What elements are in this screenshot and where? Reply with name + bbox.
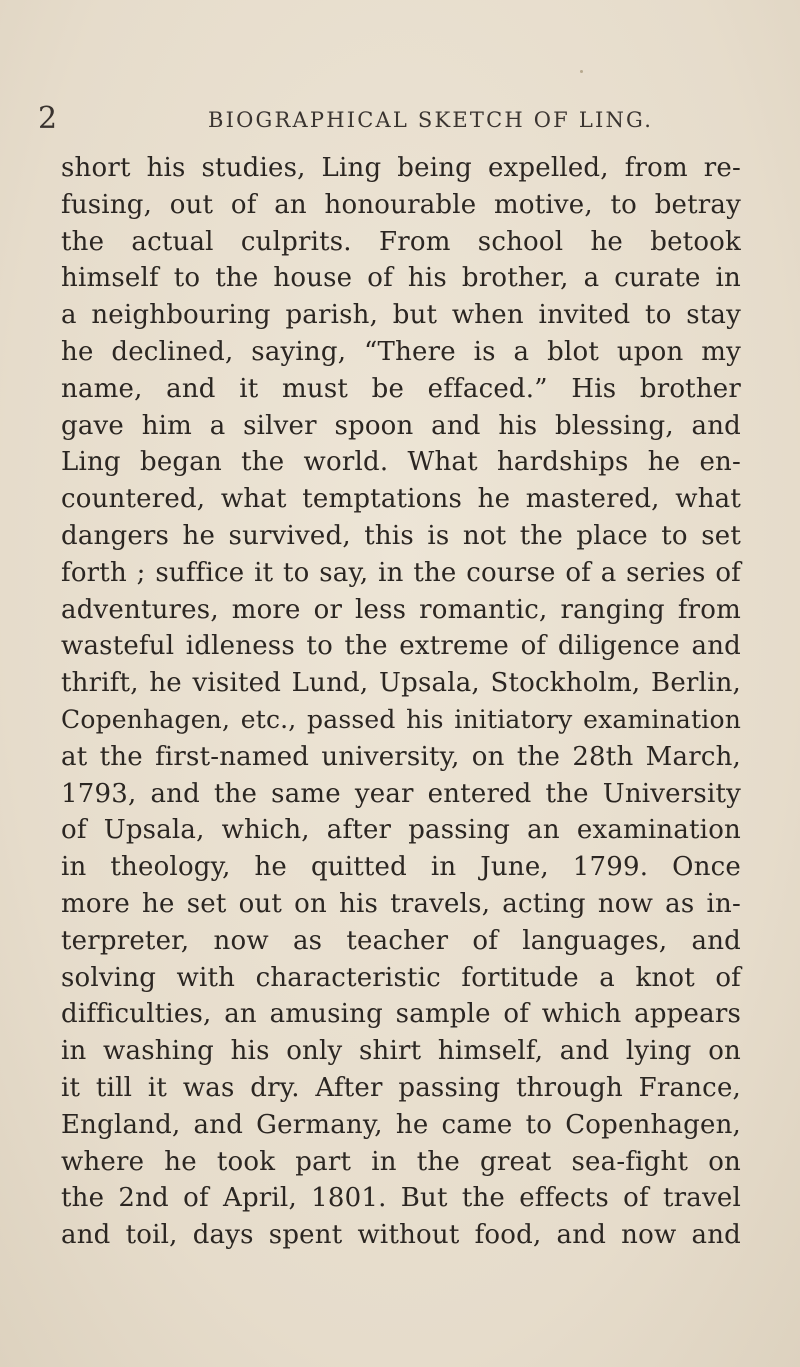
text-line: of Upsala, which, after passing an examination [61, 815, 741, 846]
running-title: BIOGRAPHICAL SKETCH OF LING. [208, 108, 654, 132]
text-line: himself to the house of his brother, a curate in [61, 263, 741, 294]
text-line: the 2nd of April, 1801. But the effects of travel [61, 1183, 741, 1214]
text-line: he declined, saying, “There is a blot upon my [61, 336, 741, 367]
text-line: fusing, out of an honourable motive, to betray [61, 189, 741, 220]
text-line: dangers he survived, this is not the place to set [61, 520, 741, 551]
text-line: more he set out on his travels, acting now as in- [61, 888, 741, 919]
text-line: countered, what temptations he mastered, what [61, 484, 741, 515]
paper-speck [580, 70, 583, 73]
text-line: in theology, he quitted in June, 1799. Once [61, 852, 741, 883]
text-line: forth ; suffice it to say, in the course of a series of [61, 557, 741, 588]
text-line: at the first-named university, on the 28th March, [61, 741, 741, 772]
text-line: a neighbouring parish, but when invited to stay [61, 300, 741, 331]
page-number: 2 [38, 101, 58, 136]
text-line: England, and Germany, he came to Copenhagen, [61, 1109, 741, 1140]
text-line: and toil, days spent without food, and now and [61, 1220, 741, 1251]
text-line: 1793, and the same year entered the University [61, 778, 741, 809]
text-line: thrift, he visited Lund, Upsala, Stockholm, Berlin, [61, 668, 741, 699]
text-line: solving with characteristic fortitude a knot of [61, 962, 741, 993]
text-line: terpreter, now as teacher of languages, and [61, 925, 741, 956]
text-line: Copenhagen, etc., passed his initiatory examination [61, 704, 741, 734]
text-line: where he took part in the great sea-fight on [61, 1146, 741, 1177]
text-line: in washing his only shirt himself, and lying on [61, 1036, 741, 1067]
text-line: gave him a silver spoon and his blessing, and [61, 410, 741, 441]
text-line: wasteful idleness to the extreme of diligence and [61, 631, 741, 662]
text-line: name, and it must be effaced.” His brother [61, 373, 741, 404]
body-text [61, 150, 741, 1254]
text-line: short his studies, Ling being expelled, from re- [61, 153, 741, 183]
text-line: difficulties, an amusing sample of which appears [61, 999, 741, 1030]
running-head [38, 101, 738, 144]
text-line: adventures, more or less romantic, ranging from [61, 594, 741, 625]
text-line: the actual culprits. From school he betook [61, 226, 741, 257]
text-line: it till it was dry. After passing through France, [61, 1072, 741, 1103]
text-line: Ling began the world. What hardships he en- [61, 447, 741, 478]
